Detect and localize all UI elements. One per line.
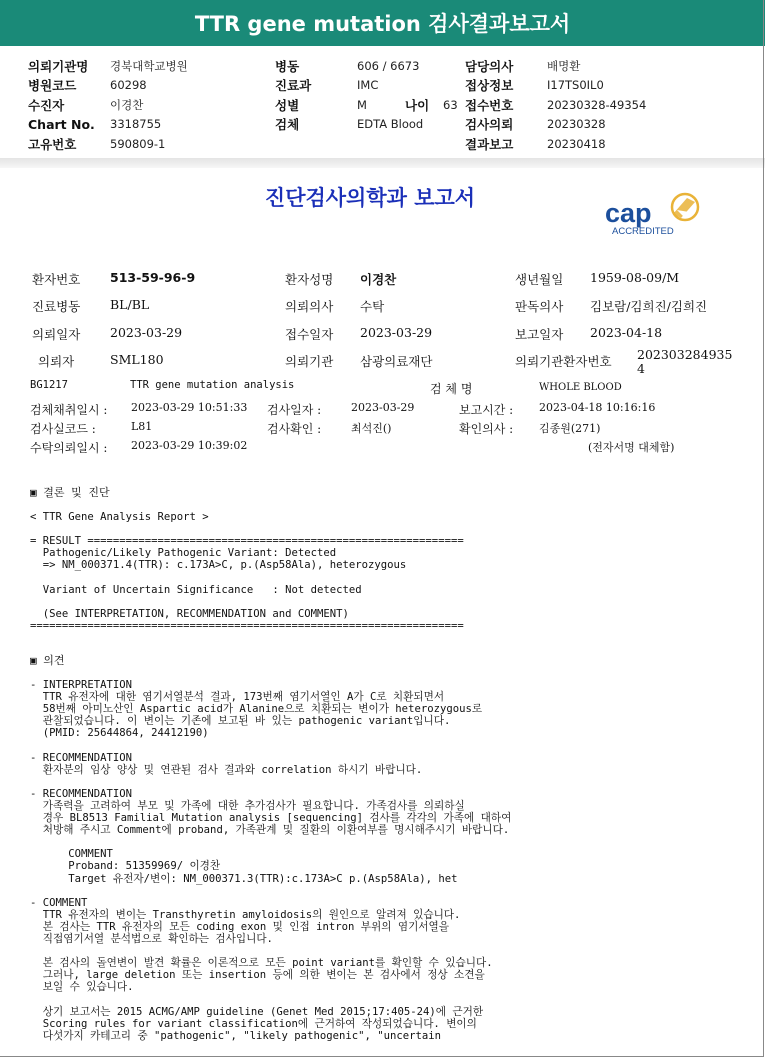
header-field-label: Chart No. bbox=[28, 116, 95, 132]
patient-field-value: 2023-04-18 bbox=[590, 325, 663, 340]
report-line bbox=[30, 885, 511, 897]
test-code: BG1217 bbox=[30, 379, 68, 391]
confirm-value: 최석진() bbox=[351, 422, 392, 435]
request-header bbox=[0, 52, 765, 156]
opinion-heading: ▣ 의견 bbox=[30, 654, 65, 667]
report-line: (See INTERPRETATION, RECOMMENDATION and COMMENT) bbox=[30, 607, 349, 620]
collect-value: 2023-03-29 10:51:33 bbox=[131, 401, 248, 414]
header-field-label: 진료과 bbox=[275, 78, 312, 94]
header-field bbox=[465, 134, 646, 154]
report-line bbox=[30, 945, 511, 957]
header-field bbox=[28, 56, 188, 76]
doctor-label: 확인의사 : bbox=[459, 422, 514, 436]
patient-field-value: 513-59-96-9 bbox=[110, 270, 196, 285]
test-date-value: 2023-03-29 bbox=[351, 401, 415, 414]
header-field-label: 병원코드 bbox=[28, 78, 77, 94]
header-field-label: 병동 bbox=[275, 58, 300, 74]
report-line bbox=[30, 739, 511, 751]
header-field-label: 나이 bbox=[405, 97, 430, 113]
report-line: 경우 BL8513 Familial Mutation analysis [sequencing] 검사를 각각의 가족에 대하여 bbox=[30, 812, 512, 825]
header-column-2 bbox=[275, 56, 458, 134]
header-column-3 bbox=[465, 56, 646, 154]
report-line: < TTR Gene Analysis Report > bbox=[30, 511, 209, 523]
report-line: 58번째 아미노산인 Aspartic acid가 Alanine으로 치환되는 변이가 heterozygous로 bbox=[30, 703, 483, 716]
patient-field-value: 이경찬 bbox=[360, 272, 397, 287]
section-divider bbox=[0, 158, 765, 168]
patient-field-value: BL/BL bbox=[110, 297, 150, 312]
header-field-label: 검체 bbox=[275, 117, 300, 133]
report-line bbox=[30, 776, 511, 788]
header-field-label: 수진자 bbox=[28, 97, 65, 113]
patient-field-value: 4 bbox=[637, 361, 645, 376]
page-title-bar bbox=[0, 0, 765, 46]
patient-field-label: 보고일자 bbox=[515, 327, 564, 342]
header-field bbox=[275, 76, 458, 96]
report-time-label: 보고시간 : bbox=[459, 403, 514, 417]
header-field-label: 접수번호 bbox=[465, 97, 514, 113]
cap-accredited-logo bbox=[603, 192, 713, 240]
header-field-label: 성별 bbox=[275, 97, 300, 113]
report-line: TTR 유전자의 변이는 Transthyretin amyloidosis의 원인으로 알려져 있습니다. bbox=[30, 908, 461, 921]
header-field-value: 경북대학교병원 bbox=[110, 58, 188, 73]
patient-field-label: 생년월일 bbox=[515, 272, 564, 287]
patient-field-value: 1959-08-09/M bbox=[590, 270, 680, 285]
patient-field-label: 의뢰의사 bbox=[285, 299, 334, 314]
header-field bbox=[465, 95, 646, 115]
report-line: Proband: 51359969/ 이경찬 bbox=[30, 860, 221, 873]
patient-field-label: 의뢰자 bbox=[38, 354, 75, 369]
patient-field-value: 수탁 bbox=[360, 299, 385, 314]
patient-field-label: 접수일자 bbox=[285, 327, 334, 342]
header-field-value: 배명환 bbox=[547, 58, 581, 73]
patient-field-label: 환자성명 bbox=[285, 272, 334, 287]
report-line: 보일 수 있습니다. bbox=[30, 981, 134, 994]
header-field-value: 20230328 bbox=[547, 117, 606, 132]
conclusion-heading: ▣ 결론 및 진단 bbox=[30, 486, 110, 499]
patient-field-label: 진료병동 bbox=[32, 299, 81, 314]
header-field-value: 20230328-49354 bbox=[547, 97, 647, 112]
doctor-value: 김종원(271) bbox=[539, 422, 601, 435]
header-field bbox=[465, 115, 646, 135]
patient-field-value: 202303284935 bbox=[637, 347, 733, 362]
report-line bbox=[30, 836, 511, 848]
patient-field-value: SML180 bbox=[110, 352, 164, 367]
report-line: 가족력을 고려하여 부모 및 가족에 대한 추가검사가 필요합니다. 가족검사를 의뢰하실 bbox=[30, 799, 465, 812]
patient-field-label: 의뢰일자 bbox=[32, 327, 81, 342]
header-field-label: 의뢰기관명 bbox=[28, 58, 89, 74]
signature-note: (전자서명 대체함) bbox=[588, 441, 675, 454]
room-label: 검사실코드 : bbox=[30, 422, 96, 436]
report-line: 그러나, large deletion 또는 insertion 등에 의한 변이는 본 검사에서 정상 소견을 bbox=[30, 969, 485, 982]
patient-field-value: 김보람/김희진/김희진 bbox=[590, 299, 708, 314]
header-field bbox=[275, 115, 458, 135]
patient-field-value: 2023-03-29 bbox=[360, 325, 433, 340]
patient-field-value: 2023-03-29 bbox=[110, 325, 183, 340]
test-name: TTR gene mutation analysis bbox=[130, 379, 295, 391]
header-field bbox=[275, 56, 458, 76]
header-column-1 bbox=[28, 56, 188, 154]
page-title: TTR gene mutation 검사결과보고서 bbox=[194, 12, 571, 36]
header-field-value: 20230418 bbox=[547, 136, 606, 151]
header-field-label: 결과보고 bbox=[465, 136, 514, 152]
header-field bbox=[275, 95, 458, 115]
room-value: L81 bbox=[131, 420, 153, 433]
header-field bbox=[28, 76, 188, 96]
header-field-label: 고유번호 bbox=[28, 136, 77, 152]
report-line: - COMMENT bbox=[30, 896, 88, 909]
header-field-value: 3318755 bbox=[110, 117, 162, 132]
report-line: Pathogenic/Likely Pathogenic Variant: Detected bbox=[30, 547, 337, 560]
header-field-value: I17TS0IL0 bbox=[547, 78, 604, 93]
report-title: 진단검사의학과 보고서 bbox=[264, 185, 476, 210]
report-line: - INTERPRETATION bbox=[30, 679, 133, 691]
report-line: 상기 보고서는 2015 ACMG/AMP guideline (Genet Med 2015;17:405-24)에 근거한 bbox=[30, 1005, 484, 1018]
report-line: 본 검사의 돌연변이 발견 확률은 이론적으로 모든 point variant를 확인할 수 있습니다. bbox=[30, 957, 493, 970]
report-line: - RECOMMENDATION bbox=[30, 787, 133, 800]
header-field-value: IMC bbox=[357, 78, 379, 93]
report-line: - RECOMMENDATION bbox=[30, 751, 133, 764]
opinion-section bbox=[30, 679, 511, 1042]
report-line: TTR 유전자에 대한 염기서열분석 결과, 173번째 염기서열인 A가 C로 치환되면서 bbox=[30, 691, 445, 704]
report-line: 환자분의 임상 양상 및 연관된 검사 결과와 correlation 하시기 바랍니다. bbox=[30, 763, 423, 776]
confirm-label: 검사확인 : bbox=[267, 422, 322, 436]
header-field-value: M bbox=[357, 97, 367, 112]
header-field-value: 이경찬 bbox=[110, 97, 144, 112]
header-field-label: 담당의사 bbox=[465, 58, 514, 74]
report-line: 처방해 주시고 Comment에 proband, 가족관계 및 질환의 이환여부를 명시해주시기 바랍니다. bbox=[30, 824, 510, 837]
patient-field-label: 의뢰기관 bbox=[285, 354, 334, 369]
test-date-label: 검사일자 : bbox=[267, 403, 322, 417]
report-line bbox=[30, 993, 511, 1005]
report-line: COMMENT bbox=[30, 848, 113, 861]
report-line: => NM_000371.4(TTR): c.173A>C, p.(Asp58Ala), heterozygous bbox=[30, 559, 407, 572]
report-line bbox=[30, 571, 464, 583]
svg-text:ACCREDITED: ACCREDITED bbox=[612, 226, 674, 237]
svg-text:cap: cap bbox=[605, 198, 652, 228]
patient-field-label: 판독의사 bbox=[515, 299, 564, 314]
header-field bbox=[465, 56, 646, 76]
patient-field-label: 의뢰기관환자번호 bbox=[515, 354, 612, 369]
receipt-label: 수탁의뢰일시 : bbox=[30, 441, 108, 455]
report-line: Target 유전자/변이: NM_000371.3(TTR):c.173A>C p.(Asp58Ala), het bbox=[30, 872, 458, 885]
report-line: 본 검사는 TTR 유전자의 모든 coding exon 및 인접 intron 부위의 염기서열을 bbox=[30, 920, 449, 933]
report-line bbox=[30, 596, 464, 608]
report-line bbox=[30, 523, 464, 535]
report-time-value: 2023-04-18 10:16:16 bbox=[539, 401, 656, 414]
header-field-value: 63 bbox=[443, 97, 458, 112]
specimen-label: 검 체 명 bbox=[430, 382, 473, 396]
receipt-value: 2023-03-29 10:39:02 bbox=[131, 439, 248, 452]
report-line: ==================================================================== bbox=[30, 619, 464, 632]
header-field bbox=[28, 134, 188, 154]
report-line: 직접염기서열 분석법으로 확인하는 검사입니다. bbox=[30, 932, 273, 945]
header-field bbox=[28, 115, 188, 135]
header-field bbox=[465, 76, 646, 96]
header-field-label: 검사의뢰 bbox=[465, 117, 514, 133]
report-line: 관찰되었습니다. 이 변이는 기존에 보고된 바 있는 pathogenic variant입니다. bbox=[30, 715, 451, 728]
cap-logo-icon bbox=[603, 192, 713, 240]
report-line: 다섯가지 카테고리 중 "pathogenic", "likely pathogenic", "uncertain bbox=[30, 1029, 442, 1042]
conclusion-section bbox=[30, 511, 464, 632]
report-line: = RESULT =========================================================== bbox=[30, 535, 464, 548]
header-field-value: 590809-1 bbox=[110, 136, 166, 151]
report-line: Variant of Uncertain Significance : Not detected bbox=[30, 583, 362, 596]
header-field-label: 접상정보 bbox=[465, 78, 514, 94]
report-line: (PMID: 25644864, 24412190) bbox=[30, 727, 209, 740]
specimen-value: WHOLE BLOOD bbox=[539, 382, 622, 393]
header-field-value: EDTA Blood bbox=[357, 117, 424, 132]
collect-label: 검체채취일시 : bbox=[30, 403, 108, 417]
header-field-value: 60298 bbox=[110, 78, 147, 93]
header-field-value: 606 / 6673 bbox=[357, 58, 420, 73]
report-line: Scoring rules for variant classification에 근거하여 작성되었습니다. 변이의 bbox=[30, 1017, 477, 1030]
header-field bbox=[28, 95, 188, 115]
patient-field-label: 환자번호 bbox=[32, 272, 81, 287]
patient-field-value: 삼광의료재단 bbox=[360, 354, 433, 369]
